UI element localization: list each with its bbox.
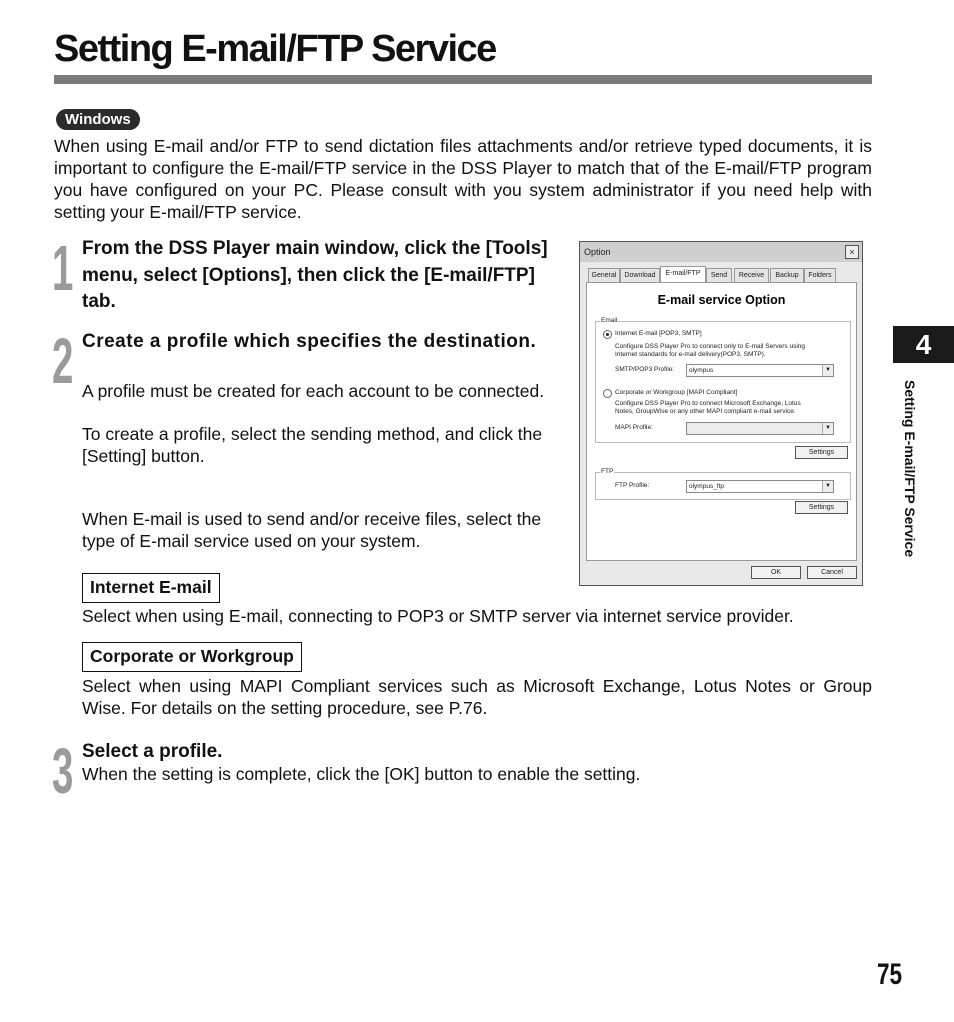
ftp-group-label: FTP bbox=[601, 468, 614, 475]
tab-backup[interactable]: Backup bbox=[770, 268, 804, 283]
corporate-desc-1: Configure DSS Player Pro to connect Microsoft Exchange, Lotus bbox=[615, 400, 801, 407]
step-2-body-2: To create a profile, select the sending method, and click the [Setting] button. bbox=[82, 424, 543, 466]
dialog-titlebar bbox=[580, 242, 862, 262]
corporate-radio-label: Corporate or Workgroup [MAPI Compliant] bbox=[615, 389, 738, 396]
ftp-profile-value: olympus_ftp bbox=[689, 483, 725, 490]
step-3-heading: Select a profile. bbox=[82, 741, 223, 762]
side-section-label: Setting E-mail/FTP Service bbox=[902, 380, 918, 558]
chapter-tab: 4 bbox=[893, 326, 954, 363]
step-2-body-3: When E-mail is used to send and/or receive files, select the type of E-mail service used on your system. bbox=[82, 509, 542, 551]
intro-paragraph: When using E-mail and/or FTP to send dictation files attachments and/or retrieve typed documents, it is important to configure the E-mail/FTP service in the DSS Player to match that of the E-mail/FTP program you have configured on your PC. Please consult with you system administrator if you need help with setting your E-mail/FTP service. bbox=[54, 136, 872, 222]
tab-receive[interactable]: Receive bbox=[734, 268, 769, 283]
dialog-heading: E-mail service Option bbox=[657, 293, 786, 307]
tab-send[interactable]: Send bbox=[706, 268, 732, 283]
smtp-profile-label: SMTP/POP3 Profile: bbox=[615, 366, 675, 373]
step-2-body-1: A profile must be created for each account to be connected. bbox=[82, 381, 545, 401]
internet-email-desc-2: Internet standards for e-mail delivery(POP3, SMTP). bbox=[615, 351, 766, 358]
step-3-body: When the setting is complete, click the [OK] button to enable the setting. bbox=[82, 764, 641, 784]
step-2-heading: Create a profile which specifies the destination. bbox=[82, 331, 537, 352]
page-number: 75 bbox=[877, 958, 903, 991]
ftp-settings-button[interactable]: Settings bbox=[795, 501, 848, 514]
ok-button[interactable]: OK bbox=[751, 566, 801, 579]
option-corporate-label: Corporate or Workgroup bbox=[82, 642, 302, 672]
close-icon[interactable]: × bbox=[845, 245, 859, 259]
tab-download[interactable]: Download bbox=[620, 268, 660, 283]
email-settings-button[interactable]: Settings bbox=[795, 446, 848, 459]
smtp-profile-value: olympus bbox=[689, 367, 714, 374]
option-internet-email-description: Select when using E-mail, connecting to POP3 or SMTP server via internet service provider. bbox=[82, 606, 794, 626]
tab-folders[interactable]: Folders bbox=[804, 268, 836, 283]
step-1-number: 1 bbox=[52, 232, 74, 304]
step-1-heading: From the DSS Player main window, click the [Tools] menu, select [Options], then click the [E-mail/FTP] tab. bbox=[82, 238, 548, 312]
dialog-title: Option bbox=[584, 247, 611, 257]
internet-email-desc-1: Configure DSS Player Pro to connect only to E-mail Servers using bbox=[615, 343, 806, 350]
email-group bbox=[595, 317, 851, 443]
ftp-group bbox=[595, 468, 851, 500]
internet-email-radio[interactable] bbox=[603, 330, 612, 339]
chevron-down-icon: ▼ bbox=[822, 423, 833, 434]
corporate-desc-2: Notes, GroupWise or any other MAPI compliant e-mail service. bbox=[615, 408, 796, 415]
title-rule bbox=[54, 75, 872, 84]
step-2-number: 2 bbox=[52, 325, 74, 397]
dialog-panel bbox=[586, 282, 857, 561]
step-3-number: 3 bbox=[52, 735, 74, 807]
ftp-profile-select[interactable] bbox=[686, 480, 834, 493]
mapi-profile-select bbox=[686, 422, 834, 435]
cancel-button[interactable]: Cancel bbox=[807, 566, 857, 579]
ftp-profile-label: FTP Profile: bbox=[615, 482, 650, 489]
tab-email-ftp[interactable]: E-mail/FTP bbox=[660, 266, 706, 283]
email-group-label: Email bbox=[601, 317, 618, 324]
option-dialog bbox=[579, 241, 863, 586]
option-internet-email-label: Internet E-mail bbox=[82, 573, 220, 603]
page-title: Setting E-mail/FTP Service bbox=[54, 28, 496, 70]
option-corporate-description: Select when using MAPI Compliant services such as Microsoft Exchange, Lotus Notes or Group Wise. For details on the setting procedure, see P.76. bbox=[82, 676, 872, 718]
internet-email-radio-label: Internet E-mail [POP3, SMTP] bbox=[615, 330, 702, 337]
corporate-radio[interactable] bbox=[603, 389, 612, 398]
mapi-profile-label: MAPI Profile: bbox=[615, 424, 653, 431]
tab-general[interactable]: General bbox=[588, 268, 620, 283]
os-badge: Windows bbox=[56, 109, 140, 130]
smtp-profile-select[interactable] bbox=[686, 364, 834, 377]
chevron-down-icon: ▼ bbox=[822, 365, 833, 376]
chevron-down-icon: ▼ bbox=[822, 481, 833, 492]
